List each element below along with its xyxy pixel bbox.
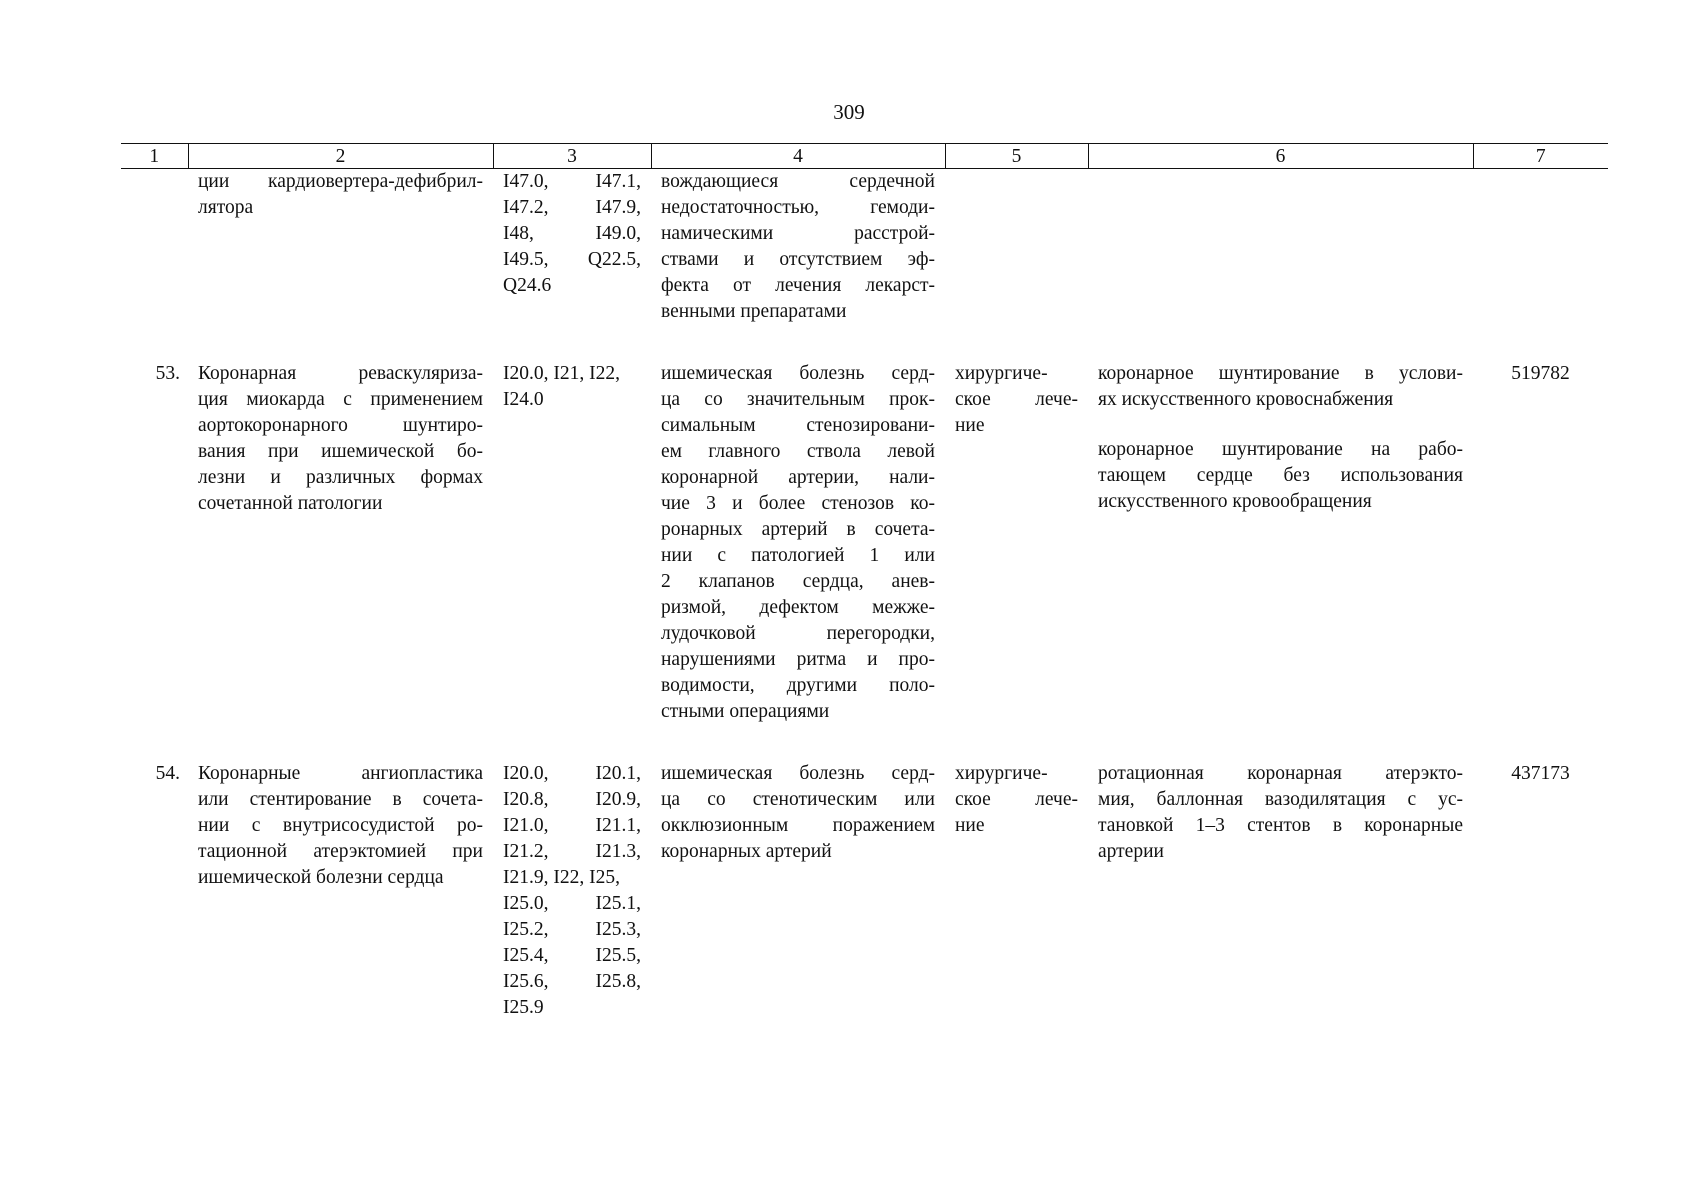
- icd-code: I47.1,: [595, 171, 641, 192]
- patient-model-line: ем главного ствола левой: [661, 441, 935, 462]
- treatment-method-line: ротационная коронарная атерэкто-: [1098, 763, 1463, 784]
- patient-model-line: ца со стенотическим или: [661, 789, 935, 810]
- column-header-7: 7: [1473, 144, 1608, 169]
- treatment-type-line: хирургиче-: [955, 763, 1048, 784]
- treatment-type-line: ское лече-: [955, 789, 1078, 810]
- row-number: [121, 169, 188, 326]
- icd-code: I25.1,: [595, 893, 641, 914]
- treatment-method-line: тающем сердце без использования: [1098, 465, 1463, 486]
- care-type-line: нии с внутрисосудистой ро-: [198, 815, 483, 836]
- patient-model-line: ронарных артерий в сочета-: [661, 519, 935, 540]
- care-type-line: лезни и различных формах: [198, 467, 483, 488]
- icd-code: I48,: [503, 223, 534, 244]
- treatment-method-line: артерии: [1098, 841, 1164, 862]
- icd-code-line: [503, 247, 641, 273]
- treatment-method-cell: [1088, 361, 1473, 725]
- icd-code-line: [503, 169, 641, 195]
- icd-code-line: [503, 891, 641, 917]
- table-row: [121, 361, 1608, 725]
- patient-model-line: водимости, другими поло-: [661, 675, 935, 696]
- icd-code-line: [503, 917, 641, 943]
- care-type-line: тационной атерэктомией при: [198, 841, 483, 862]
- treatment-method-line: коронарное шунтирование на рабо-: [1098, 439, 1463, 460]
- column-header-2: 2: [188, 144, 493, 169]
- icd-code: I21.3,: [595, 841, 641, 862]
- patient-model-line: нии с патологией 1 или: [661, 545, 935, 566]
- row-spacer: [121, 725, 1608, 761]
- norm-cost: [1473, 169, 1608, 326]
- patient-model-line: коронарной артерии, нали-: [661, 467, 935, 488]
- care-type-line: ции кардиовертера-дефибрил-: [198, 171, 483, 192]
- care-type-cell: [188, 361, 493, 725]
- treatment-method: [1098, 437, 1463, 515]
- icd-code-line: [503, 865, 641, 891]
- icd-code-line: [503, 995, 641, 1021]
- care-type-cell: [188, 169, 493, 326]
- icd-codes-cell: [493, 761, 651, 1021]
- treatment-method-line: тановкой 1–3 стентов в коронарные: [1098, 815, 1463, 836]
- patient-model-line: лудочковой перегородки,: [661, 623, 935, 644]
- icd-code: I21.2,: [503, 841, 549, 862]
- patient-model-line: недостаточностью, гемоди-: [661, 197, 935, 218]
- page-number: 309: [833, 100, 865, 124]
- care-type-line: лятора: [198, 197, 254, 218]
- column-number-row: [121, 144, 1608, 169]
- patient-model-line: нарушениями ритма и про-: [661, 649, 935, 670]
- icd-code: I20.9,: [595, 789, 641, 810]
- icd-code: I20.8,: [503, 789, 549, 810]
- patient-model-line: ишемическая болезнь серд-: [661, 363, 935, 384]
- treatment-method-line: ях искусственного кровоснабжения: [1098, 389, 1394, 410]
- patient-model-line: ризмой, дефектом межже-: [661, 597, 935, 618]
- treatment-type-cell: [945, 169, 1088, 326]
- icd-code-line: [503, 761, 641, 787]
- icd-code: I25.8,: [595, 971, 641, 992]
- icd-codes-cell: [493, 169, 651, 326]
- patient-model-line: ствами и отсутствием эф-: [661, 249, 935, 270]
- patient-model-line: окклюзионным поражением: [661, 815, 935, 836]
- icd-code: I47.9,: [595, 197, 641, 218]
- icd-code-line: [503, 787, 641, 813]
- patient-model-line: вождающиеся сердечной: [661, 171, 935, 192]
- table-row: [121, 169, 1608, 326]
- icd-code: I24.0: [503, 389, 544, 410]
- patient-model-line: 2 клапанов сердца, анев-: [661, 571, 935, 592]
- treatment-method-cell: [1088, 169, 1473, 326]
- norm-cost: 437173: [1511, 763, 1570, 784]
- icd-codes: [503, 169, 641, 299]
- icd-code: Q24.6: [503, 275, 552, 296]
- care-type-line: сочетанной патологии: [198, 493, 383, 514]
- column-header-5: 5: [945, 144, 1088, 169]
- icd-code-line: [503, 195, 641, 221]
- icd-code: I47.2,: [503, 197, 549, 218]
- patient-model-line: венными препаратами: [661, 301, 847, 322]
- patient-model-cell: [651, 169, 945, 326]
- treatment-method-line: искусственного кровообращения: [1098, 491, 1372, 512]
- patient-model-line: намическими расстрой-: [661, 223, 935, 244]
- icd-code: I25.4,: [503, 945, 549, 966]
- treatment-method-cell: [1088, 761, 1473, 1021]
- care-type-line: Коронарная реваскуляриза-: [198, 363, 483, 384]
- treatment-method: [1098, 761, 1463, 865]
- icd-code-line: [503, 813, 641, 839]
- patient-model-line: чие 3 и более стенозов ко-: [661, 493, 935, 514]
- icd-codes: [503, 761, 641, 1021]
- table-row: [121, 761, 1608, 1021]
- row-number: 54.: [155, 763, 180, 784]
- icd-code: I25.2,: [503, 919, 549, 940]
- icd-code: I25.5,: [595, 945, 641, 966]
- care-type-cell: [188, 761, 493, 1021]
- treatment-type-line: ское лече-: [955, 389, 1078, 410]
- row-spacer: [121, 325, 1608, 361]
- icd-code-line: [503, 943, 641, 969]
- norm-cost: 519782: [1511, 363, 1570, 384]
- icd-code: I25.3,: [595, 919, 641, 940]
- patient-model-line: фекта от лечения лекарст-: [661, 275, 935, 296]
- icd-code: I25.9: [503, 997, 544, 1018]
- treatment-method: [1098, 361, 1463, 413]
- care-type-line: Коронарные ангиопластика: [198, 763, 483, 784]
- treatment-method-line: мия, баллонная вазодилятация с ус-: [1098, 789, 1463, 810]
- icd-code: I20.1,: [595, 763, 641, 784]
- icd-codes-cell: [493, 361, 651, 725]
- patient-model-cell: [651, 361, 945, 725]
- icd-code: I21.1,: [595, 815, 641, 836]
- icd-code: I47.0,: [503, 171, 549, 192]
- patient-model-line: коронарных артерий: [661, 841, 832, 862]
- icd-code-line: [503, 387, 641, 413]
- treatment-type-line: хирургиче-: [955, 363, 1048, 384]
- icd-code: Q22.5,: [587, 249, 641, 270]
- care-type-line: аортокоронарного шунтиро-: [198, 415, 483, 436]
- icd-code-line: [503, 221, 641, 247]
- icd-code-line: [503, 361, 641, 387]
- care-type-line: ишемической болезни сердца: [198, 867, 444, 888]
- patient-model-line: симальным стенозировани-: [661, 415, 935, 436]
- icd-code: I21.9, I22, I25,: [503, 867, 620, 888]
- care-type-line: вания при ишемической бо-: [198, 441, 483, 462]
- medical-care-table: [121, 143, 1608, 1021]
- care-type-line: или стентирование в сочета-: [198, 789, 483, 810]
- patient-model-line: стными операциями: [661, 701, 830, 722]
- icd-code-line: [503, 969, 641, 995]
- column-header-3: 3: [493, 144, 651, 169]
- table-body: [121, 169, 1608, 1022]
- icd-code: I25.6,: [503, 971, 549, 992]
- patient-model-line: ишемическая болезнь серд-: [661, 763, 935, 784]
- icd-code-line: [503, 273, 641, 299]
- column-header-6: 6: [1088, 144, 1473, 169]
- icd-code-line: [503, 839, 641, 865]
- row-number: 53.: [155, 363, 180, 384]
- icd-codes: [503, 361, 641, 413]
- icd-code: I25.0,: [503, 893, 549, 914]
- treatment-type-line: ние: [955, 415, 985, 436]
- care-type-line: ция миокарда с применением: [198, 389, 483, 410]
- icd-code: I20.0,: [503, 763, 549, 784]
- patient-model-cell: [651, 761, 945, 1021]
- icd-code: I49.5,: [503, 249, 549, 270]
- treatment-type-cell: [945, 761, 1088, 1021]
- icd-code: I21.0,: [503, 815, 549, 836]
- patient-model-line: ца со значительным прок-: [661, 389, 935, 410]
- column-header-1: 1: [121, 144, 188, 169]
- treatment-type-line: ние: [955, 815, 985, 836]
- icd-code: I20.0, I21, I22,: [503, 363, 620, 384]
- icd-code: I49.0,: [595, 223, 641, 244]
- column-header-4: 4: [651, 144, 945, 169]
- treatment-type-cell: [945, 361, 1088, 725]
- treatment-method-line: коронарное шунтирование в услови-: [1098, 363, 1463, 384]
